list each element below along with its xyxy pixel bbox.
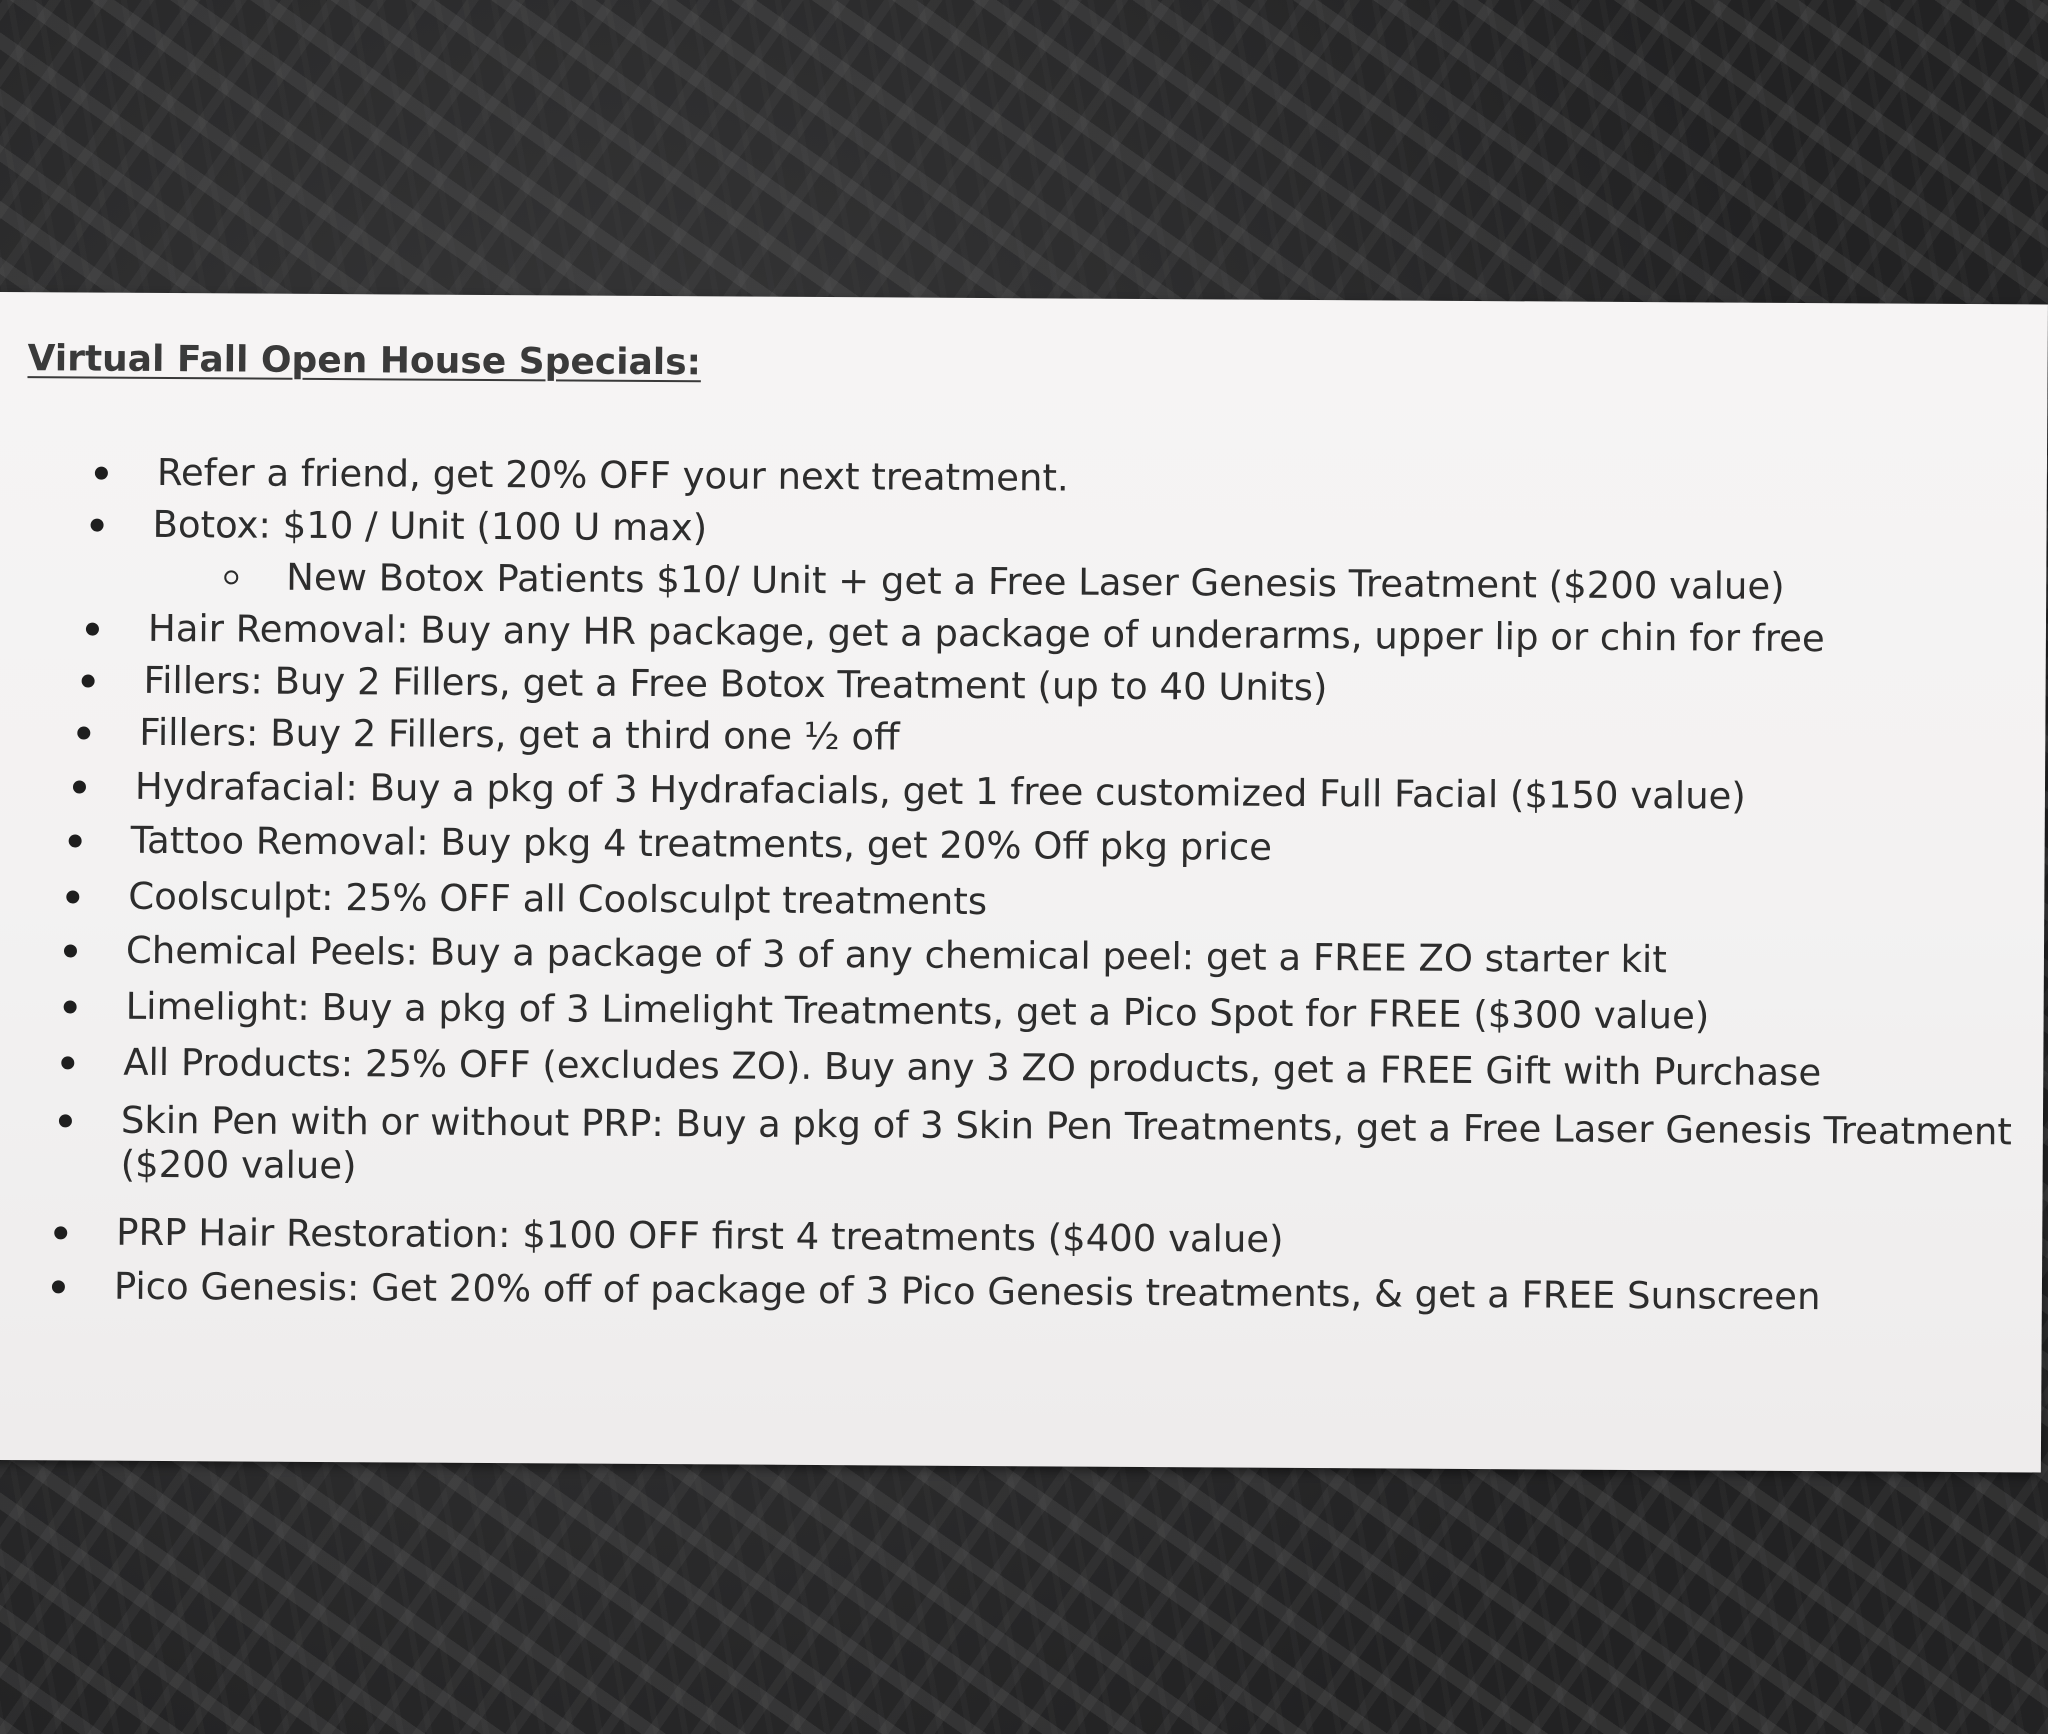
bullet-icon [54, 1226, 67, 1239]
sub-list-item [286, 556, 1785, 609]
list-item [116, 1211, 1284, 1262]
specials-list [0, 292, 2048, 1472]
bullet-icon [64, 944, 77, 957]
bullet-icon [61, 1056, 74, 1069]
bullet-icon [86, 623, 99, 636]
bullet-icon [66, 890, 79, 903]
bullet-icon [77, 726, 90, 739]
item-text: Limelight: Buy a pkg of 3 Limelight Treatments, get a Pico Spot for FREE ($300 value) [125, 984, 1710, 1038]
item-text: Skin Pen with or without PRP: Buy a pkg of 3 Skin Pen Treatments, get a Free Laser Genesis Treatment [120, 1098, 2013, 1154]
list-item [126, 985, 1710, 1039]
list-item [152, 503, 707, 550]
bullet-icon [91, 519, 104, 532]
item-text: PRP Hair Restoration: $100 OFF first 4 treatments ($400 value) [116, 1210, 1284, 1261]
list-item [128, 875, 987, 924]
list-item [114, 1265, 1821, 1319]
item-text: Fillers: Buy 2 Fillers, get a third one ½ off [139, 710, 900, 759]
item-text: Chemical Peels: Buy a package of 3 of any chemical peel: get a FREE ZO starter kit [125, 928, 1667, 982]
list-item [148, 607, 1825, 661]
flyer-paper [0, 292, 2048, 1472]
item-text: New Botox Patients $10/ Unit + get a Free Laser Genesis Treatment ($200 value) [286, 555, 1785, 608]
item-text-continuation: ($200 value) [120, 1142, 357, 1188]
item-text: Refer a friend, get 20% OFF your next treatment. [156, 450, 1069, 500]
fabric-background-top [0, 0, 2048, 290]
item-text: Fillers: Buy 2 Fillers, get a Free Botox Treatment (up to 40 Units) [143, 658, 1328, 710]
bullet-icon [52, 1280, 65, 1293]
item-text: Pico Genesis: Get 20% off of package of 3 Pico Genesis treatments, & get a FREE Sunscreen [113, 1264, 1821, 1319]
list-item [139, 711, 900, 760]
item-text: Hair Removal: Buy any HR package, get a package of underarms, upper lip or chin for free [147, 606, 1825, 661]
list-item [157, 451, 1069, 501]
item-text: Tattoo Removal: Buy pkg 4 treatments, get 20% Off pkg price [130, 818, 1273, 869]
bullet-icon [95, 467, 108, 480]
bullet-icon [64, 1000, 77, 1013]
list-item [135, 765, 1746, 819]
bullet-icon [69, 834, 82, 847]
item-text: Coolsculpt: 25% OFF all Coolsculpt treatments [128, 874, 988, 924]
list-item [131, 819, 1273, 870]
bullet-icon [82, 675, 95, 688]
document-title: Virtual Fall Open House Specials: [27, 338, 702, 384]
item-text: Hydrafacial: Buy a pkg of 3 Hydrafacials, get 1 free customized Full Facial ($150 value) [134, 764, 1746, 818]
list-item [123, 1041, 1821, 1095]
list-item [126, 929, 1667, 982]
bullet-icon [59, 1114, 72, 1127]
fabric-background-bottom [0, 1460, 2048, 1734]
item-text: Botox: $10 / Unit (100 U max) [152, 502, 708, 550]
bullet-icon [73, 780, 86, 793]
list-item [121, 1099, 2012, 1199]
list-item [143, 659, 1327, 710]
item-text: All Products: 25% OFF (excludes ZO). Buy any 3 ZO products, get a FREE Gift with Purchase [123, 1040, 1822, 1095]
hollow-bullet-icon [224, 570, 238, 584]
